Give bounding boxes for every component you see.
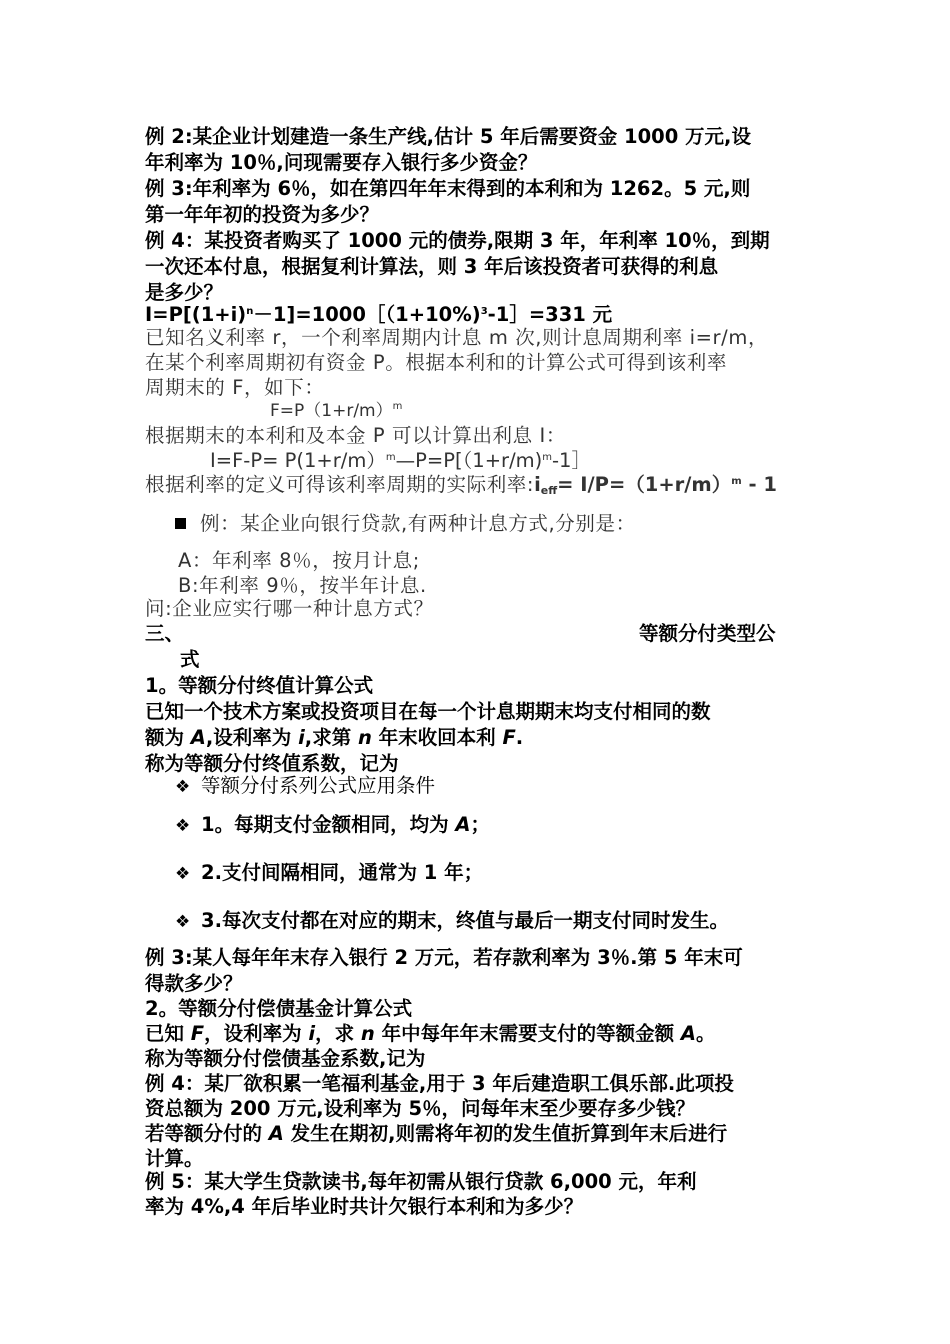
text-part: 。	[695, 1022, 716, 1045]
section-3-title-cont: 式	[180, 648, 200, 671]
example-3-line-2: 第一年年初的投资为多少？	[145, 203, 380, 226]
text-part: 额为	[145, 726, 191, 749]
text-part: 年中每年年末需要支付的等额金额	[374, 1022, 681, 1045]
bank-question: 问:企业应实行哪一种计息方式？	[145, 597, 434, 620]
formula-superscript: m	[731, 476, 742, 487]
formula-superscript: m	[392, 401, 403, 412]
text-part: 发生在期初,则需将年初的发生值折算到年末后进行	[283, 1122, 728, 1145]
subsection-1-line-2	[145, 725, 523, 751]
variable: A	[190, 726, 206, 749]
variable: A	[268, 1122, 284, 1145]
example-2-line-1: 例 2:某企业计划建造一条生产线,估计 5 年后需要资金 1000 万元,设	[145, 125, 751, 148]
condition-text: ；	[470, 813, 490, 836]
example-4b-line-1: 例 4：某厂欲积累一笔福利基金,用于 3 年后建造职工俱乐部.此项投	[145, 1072, 734, 1095]
advance-payment-line-2: 计算。	[145, 1147, 204, 1170]
section-3-number: 三、	[145, 622, 185, 645]
example-3b-line-1: 例 3:某人每年年末存入银行 2 万元，若存款利率为 3％.第 5 年末可	[145, 946, 743, 969]
text-part: .	[515, 726, 524, 749]
text-part: ，求	[315, 1022, 361, 1045]
variable: n	[360, 1022, 375, 1045]
variable: F	[190, 1022, 205, 1045]
text-part: ,设利率为	[205, 726, 299, 749]
formula-part: i	[534, 473, 541, 496]
formula-part: - 1	[741, 473, 777, 496]
example-4-line-3: 是多少？	[145, 281, 224, 304]
variable: A	[455, 813, 471, 836]
subsection-1-line-1: 已知一个技术方案或投资项目在每一个计息期期末均支付相同的数	[145, 700, 711, 723]
example-5-line-1: 例 5：某大学生贷款读书,每年初需从银行贷款 6,000 元，年利	[145, 1170, 697, 1193]
variable: n	[357, 726, 372, 749]
subsection-2-heading: 2。等额分付偿债基金计算公式	[145, 997, 413, 1020]
nominal-rate-line-4: 根据期末的本利和及本金 P 可以计算出利息 I：	[145, 424, 567, 447]
formula-part: I=P[(1+i)	[145, 303, 247, 326]
formula-part: —P=P[（1+r/m)	[395, 449, 543, 472]
diamond-bullet-icon: ❖	[175, 912, 191, 932]
formula-superscript: 3	[480, 306, 488, 317]
formula-part: = I/P=（1+r/m）	[557, 473, 732, 496]
variable: i	[308, 1022, 316, 1045]
variable: i	[298, 726, 305, 749]
variable: A	[680, 1022, 696, 1045]
formula-subscript: eff	[540, 484, 558, 497]
formula-part: -1］=331 元	[487, 303, 613, 326]
condition-3	[175, 908, 729, 935]
nominal-rate-line-2: 在某个利率周期初有资金 P。根据本利和的计算公式可得到该利率	[145, 351, 727, 374]
example-3b-line-2: 得款多少？	[145, 972, 243, 995]
text-part: ,求第	[304, 726, 358, 749]
formula-part: -1］	[552, 449, 591, 472]
effective-rate-text: 根据利率的定义可得该利率周期的实际利率:	[145, 473, 535, 496]
condition-text: 2.支付间隔相同，通常为 1 年；	[201, 861, 484, 884]
example-4-line-2: 一次还本付息，根据复利计算法，则 3 年后该投资者可获得的利息	[145, 255, 719, 278]
square-bullet-icon	[175, 518, 186, 529]
formula-superscript: m	[385, 452, 396, 463]
diamond-bullet-icon: ❖	[175, 777, 191, 797]
conditions-title-text: 等额分付系列公式应用条件	[201, 774, 436, 797]
formula-superscript: m	[542, 452, 552, 463]
condition-text: 3.每次支付都在对应的期末，终值与最后一期支付同时发生。	[201, 909, 729, 932]
text-part: ，设利率为	[204, 1022, 309, 1045]
option-a: A：年利率 8％，按月计息;	[178, 549, 420, 572]
subsection-1-line-3: 称为等额分付终值系数，记为	[145, 752, 399, 775]
example-3-line-1: 例 3:年利率为 6％，如在第四年年末得到的本利和为 1262。5 元,则	[145, 177, 751, 200]
nominal-rate-line-1: 已知名义利率 r，一个利率周期内计息 m 次,则计息周期利率 i=r/m，	[145, 326, 769, 349]
condition-text: 1。每期支付金额相同，均为	[201, 813, 456, 836]
formula-i	[210, 448, 591, 474]
bank-example-text: 例：某企业向银行贷款,有两种计息方式,分别是：	[200, 512, 636, 535]
text-part: 若等额分付的	[145, 1122, 269, 1145]
example-4b-line-2: 资总额为 200 万元,设利率为 5％，问每年末至少要存多少钱？	[145, 1097, 696, 1120]
formula-part: －1]=1000［（1+10%)	[253, 303, 481, 326]
text-part: 年末收回本利	[371, 726, 503, 749]
formula-part: F=P（1+r/m）	[270, 401, 393, 421]
example-2-line-2: 年利率为 10％,问现需要存入银行多少资金？	[145, 151, 538, 174]
subsection-2-line-1	[145, 1021, 715, 1047]
advance-payment-line-1	[145, 1121, 727, 1147]
formula-superscript: n	[246, 306, 254, 317]
text-part: 已知	[145, 1022, 191, 1045]
section-3-title: 等额分付类型公	[639, 622, 776, 645]
bank-example-bullet	[175, 511, 636, 537]
subsection-1-heading: 1。等额分付终值计算公式	[145, 674, 374, 697]
option-b: B:年利率 9％，按半年计息.	[178, 574, 427, 597]
subsection-2-line-2: 称为等额分付偿债基金系数,记为	[145, 1047, 426, 1070]
example-5-line-2: 率为 4%,4 年后毕业时共计欠银行本利和为多少？	[145, 1195, 584, 1218]
diamond-bullet-icon: ❖	[175, 864, 191, 884]
formula-f	[270, 398, 402, 424]
effective-rate-line	[145, 472, 777, 498]
conditions-title	[175, 773, 435, 800]
formula-part: I=F-P= P(1+r/m）	[210, 449, 386, 472]
condition-1	[175, 812, 490, 839]
variable: F	[502, 726, 516, 749]
example-4-line-1: 例 4：某投资者购买了 1000 元的债券,限期 3 年，年利率 10％，到期	[145, 229, 770, 252]
diamond-bullet-icon: ❖	[175, 816, 191, 836]
nominal-rate-line-3: 周期末的 F，如下：	[145, 376, 325, 399]
condition-2	[175, 860, 483, 887]
